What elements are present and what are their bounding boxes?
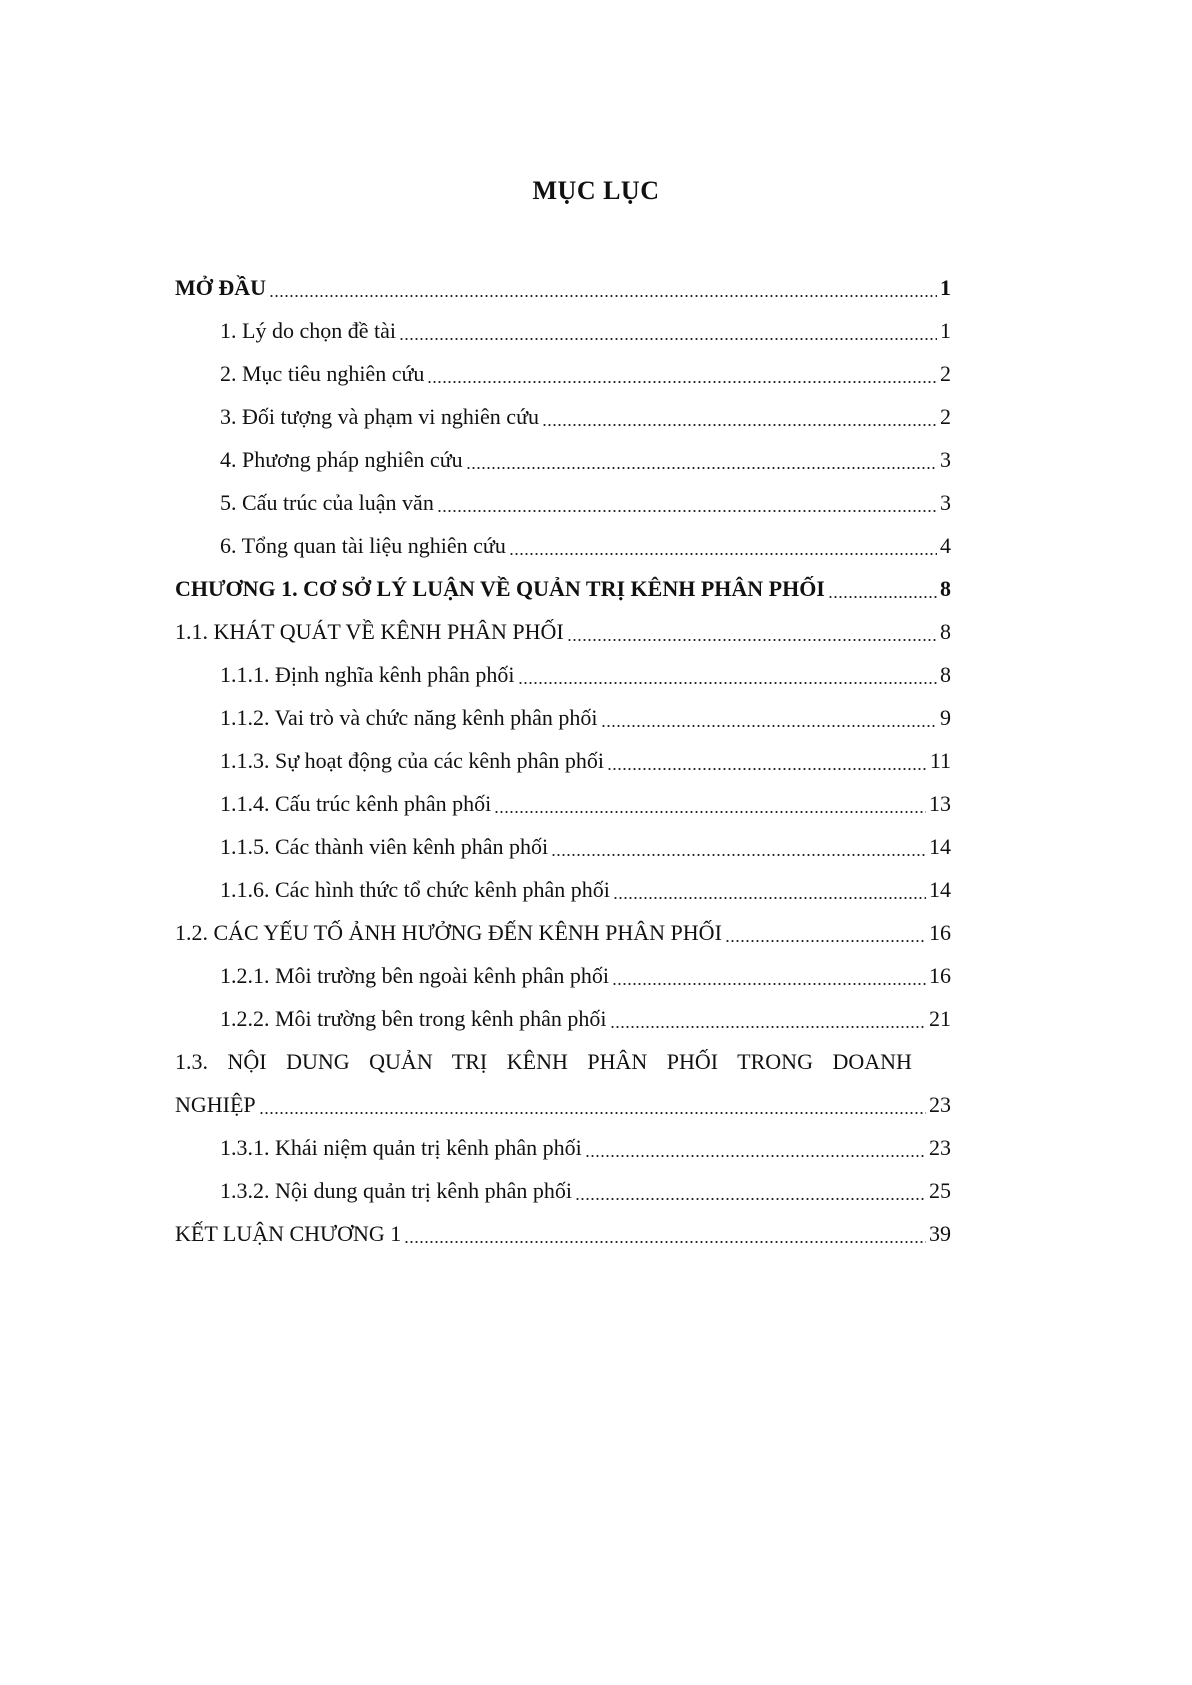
toc-entry-1-3-line1[interactable] — [175, 1040, 951, 1083]
toc-entry-label: 2. Mục tiêu nghiên cứu — [220, 361, 425, 386]
toc-entry-label: 6. Tổng quan tài liệu nghiên cứu — [220, 533, 506, 558]
dot-leader — [610, 1026, 926, 1028]
toc-entry-page: 2 — [940, 361, 951, 386]
toc-entry-ly-do[interactable] — [175, 309, 951, 352]
toc-entry-label: 1.3.1. Khái niệm quản trị kênh phân phối — [220, 1135, 582, 1160]
toc-title: MỤC LỤC — [532, 176, 660, 205]
toc-entry-page: 23 — [929, 1135, 951, 1160]
toc-entry-1-1-6[interactable] — [175, 868, 951, 911]
toc-entry-muc-tieu[interactable] — [175, 352, 951, 395]
toc-entry-label: CHƯƠNG 1. CƠ SỞ LÝ LUẬN VỀ QUẢN TRỊ KÊNH PHÂN PHỐI — [175, 576, 825, 601]
toc-list — [175, 266, 951, 1255]
dot-leader — [269, 295, 937, 297]
toc-entry-page: 14 — [929, 877, 951, 902]
toc-entry-page: 9 — [940, 705, 951, 730]
toc-entry-label: 1.2. CÁC YẾU TỐ ẢNH HƯỞNG ĐẾN KÊNH PHÂN PHỐI — [175, 920, 722, 945]
dot-leader — [585, 1155, 926, 1157]
toc-entry-cau-truc-luan-van[interactable] — [175, 481, 951, 524]
toc-entry-1-1-5[interactable] — [175, 825, 951, 868]
toc-entry-1-3-2[interactable] — [175, 1169, 951, 1212]
dot-leader — [613, 897, 926, 899]
dot-leader — [828, 596, 937, 598]
toc-entry-ket-luan[interactable] — [175, 1212, 951, 1255]
dot-leader — [612, 983, 926, 985]
toc-entry-1-2[interactable] — [175, 911, 951, 954]
toc-entry-tong-quan[interactable] — [175, 524, 951, 567]
toc-entry-label: 1.2.1. Môi trường bên ngoài kênh phân phối — [220, 963, 609, 988]
toc-entry-page: 3 — [940, 490, 951, 515]
toc-entry-page: 25 — [929, 1178, 951, 1203]
toc-entry-label: NGHIỆP — [175, 1092, 256, 1117]
dot-leader — [437, 510, 937, 512]
toc-entry-label: 1.1.4. Cấu trúc kênh phân phối — [220, 791, 492, 816]
toc-entry-doi-tuong[interactable] — [175, 395, 951, 438]
toc-entry-phuong-phap[interactable] — [175, 438, 951, 481]
dot-leader — [725, 940, 926, 942]
toc-entry-mo-dau[interactable] — [175, 266, 951, 309]
dot-leader — [518, 682, 937, 684]
toc-entry-label: 1.1.3. Sự hoạt động của các kênh phân phối — [220, 748, 605, 773]
toc-entry-1-1[interactable] — [175, 610, 951, 653]
toc-entry-page: 23 — [929, 1092, 951, 1117]
toc-entry-page: 8 — [940, 619, 951, 644]
toc-entry-page: 8 — [940, 576, 951, 601]
toc-entry-label: 1.1.5. Các thành viên kênh phân phối — [220, 834, 549, 859]
dot-leader — [575, 1198, 926, 1200]
toc-entry-label: 1.1.6. Các hình thức tổ chức kênh phân phối — [220, 877, 610, 902]
toc-entry-page: 4 — [940, 533, 951, 558]
toc-entry-label: MỞ ĐẦU — [175, 275, 267, 300]
toc-entry-page: 11 — [929, 748, 951, 773]
dot-leader — [607, 768, 927, 770]
dot-leader — [427, 381, 937, 383]
dot-leader — [551, 854, 926, 856]
toc-entry-page: 1 — [940, 318, 951, 343]
toc-entry-page: 2 — [940, 404, 951, 429]
dot-leader — [601, 725, 938, 727]
toc-entry-page: 16 — [929, 920, 951, 945]
toc-entry-label — [175, 1040, 951, 1083]
toc-entry-label: 1.1.1. Định nghĩa kênh phân phối — [220, 662, 515, 687]
toc-entry-label: 4. Phương pháp nghiên cứu — [220, 447, 463, 472]
toc-entry-label: KẾT LUẬN CHƯƠNG 1 — [175, 1221, 402, 1246]
toc-entry-label: 1.2.2. Môi trường bên trong kênh phân phối — [220, 1006, 607, 1031]
toc-entry-label: 1.1. KHÁT QUÁT VỀ KÊNH PHÂN PHỐI — [175, 619, 564, 644]
toc-entry-label: 3. Đối tượng và phạm vi nghiên cứu — [220, 404, 539, 429]
toc-entry-1-1-2[interactable] — [175, 696, 951, 739]
toc-entry-1-3-1[interactable] — [175, 1126, 951, 1169]
dot-leader — [404, 1241, 926, 1243]
toc-entry-1-1-3[interactable] — [175, 739, 951, 782]
dot-leader — [259, 1112, 926, 1114]
toc-entry-page: 16 — [929, 963, 951, 988]
dot-leader — [542, 424, 937, 426]
toc-entry-chuong-1[interactable] — [175, 567, 951, 610]
toc-entry-label: 1.1.2. Vai trò và chức năng kênh phân phối — [220, 705, 598, 730]
dot-leader — [466, 467, 937, 469]
toc-entry-page: 39 — [929, 1221, 951, 1246]
dot-leader — [399, 338, 937, 340]
toc-entry-page: 13 — [929, 791, 951, 816]
toc-entry-page: 1 — [940, 275, 951, 300]
dot-leader — [567, 639, 937, 641]
toc-entry-1-2-2[interactable] — [175, 997, 951, 1040]
toc-entry-page: 3 — [940, 447, 951, 472]
toc-entry-label: 5. Cấu trúc của luận văn — [220, 490, 434, 515]
toc-entry-1-1-4[interactable] — [175, 782, 951, 825]
toc-entry-label: 1. Lý do chọn đề tài — [220, 318, 396, 343]
dot-leader — [494, 811, 926, 813]
toc-entry-page: 14 — [929, 834, 951, 859]
toc-entry-label: 1.3.2. Nội dung quản trị kênh phân phối — [220, 1178, 572, 1203]
toc-entry-1-2-1[interactable] — [175, 954, 951, 997]
toc-entry-1-3-line2[interactable] — [175, 1083, 951, 1126]
dot-leader — [509, 553, 937, 555]
toc-entry-page: 8 — [940, 662, 951, 687]
toc-entry-page: 21 — [929, 1006, 951, 1031]
toc-entry-label-text: 1.3. NỘI DUNG QUẢN TRỊ KÊNH PHÂN PHỐI TRONG DOANH — [175, 1049, 912, 1074]
toc-entry-1-1-1[interactable] — [175, 653, 951, 696]
